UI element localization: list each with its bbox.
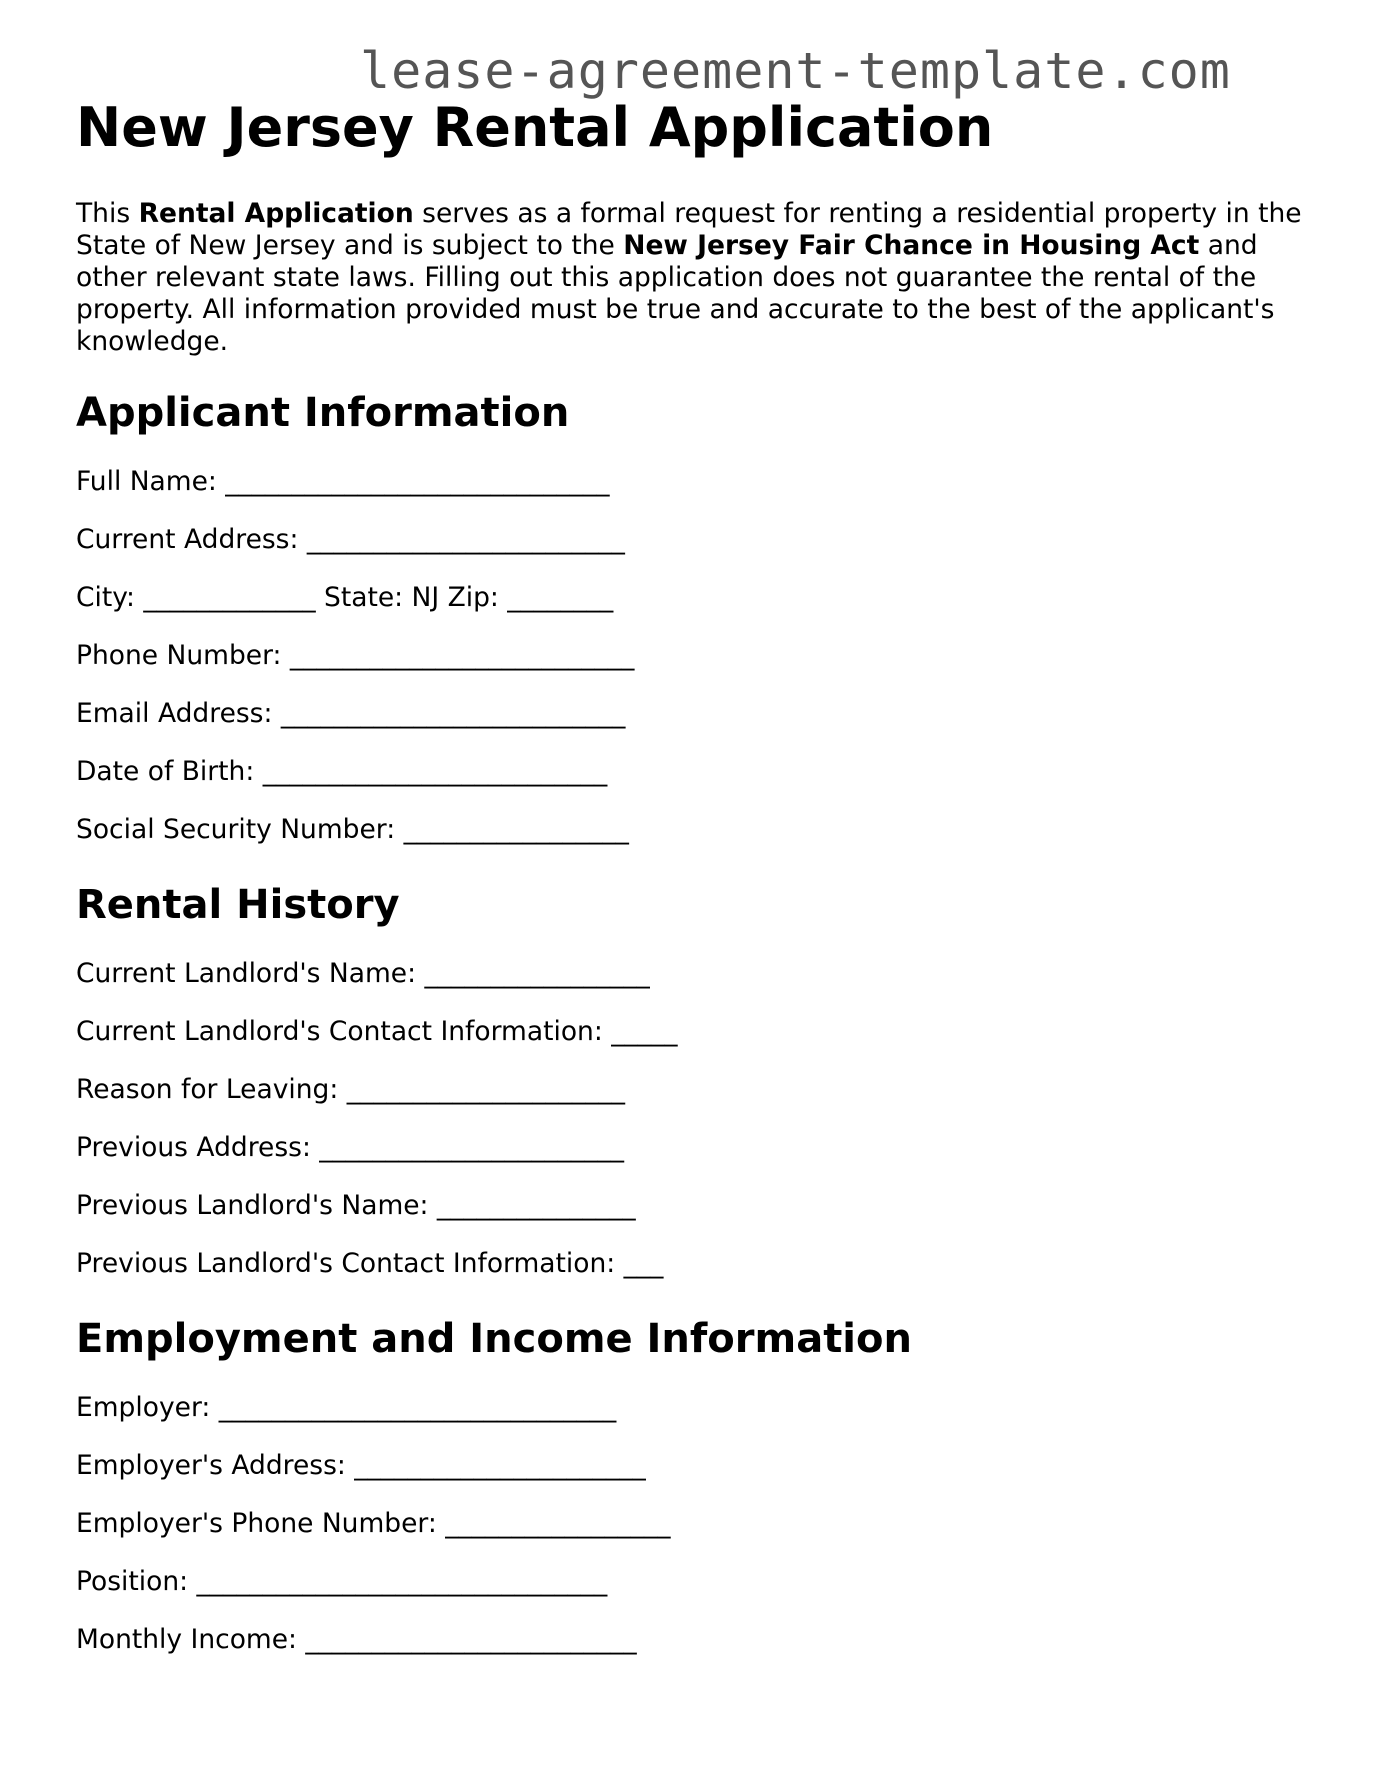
field-previous-landlord-contact: Previous Landlord's Contact Information: ___ <box>76 1248 664 1279</box>
field-previous-landlord-name: Previous Landlord's Name: _______________ <box>76 1190 636 1221</box>
field-city-state-zip: City: _____________ State: NJ Zip: ________ <box>76 582 614 613</box>
field-current-landlord-contact: Current Landlord's Contact Information: _____ <box>76 1016 678 1047</box>
section-heading-rental-history: Rental History <box>76 882 400 928</box>
field-current-address: Current Address: ________________________ <box>76 524 625 555</box>
intro-bold-rental-application: Rental Application <box>138 198 414 229</box>
section-heading-employment: Employment and Income Information <box>76 1316 912 1362</box>
section-heading-applicant: Applicant Information <box>76 390 570 436</box>
field-email-address: Email Address: __________________________ <box>76 698 626 729</box>
field-employer-phone: Employer's Phone Number: _________________ <box>76 1508 671 1539</box>
field-full-name: Full Name: _____________________________ <box>76 466 610 497</box>
intro-bold-fair-chance-act: New Jersey Fair Chance in Housing Act <box>623 230 1200 261</box>
watermark-site-name: lease-agreement-template.com <box>360 42 1231 100</box>
field-monthly-income: Monthly Income: _________________________ <box>76 1624 637 1655</box>
field-ssn: Social Security Number: _________________ <box>76 814 629 845</box>
field-previous-address: Previous Address: _______________________ <box>76 1132 625 1163</box>
intro-paragraph <box>76 198 1316 358</box>
field-current-landlord-name: Current Landlord's Name: _________________ <box>76 958 650 989</box>
page-title: New Jersey Rental Application <box>76 96 994 159</box>
field-date-of-birth: Date of Birth: __________________________ <box>76 756 608 787</box>
field-reason-for-leaving: Reason for Leaving: _____________________ <box>76 1074 625 1105</box>
field-employer-address: Employer's Address: ______________________ <box>76 1450 646 1481</box>
field-position: Position: _______________________________ <box>76 1566 608 1597</box>
field-phone-number: Phone Number: __________________________ <box>76 640 635 671</box>
intro-text-3: and other relevant state laws. Filling out this application does not guarantee the rental of the property. All information provided must be true and accurate to the best of the applicant's knowledge. <box>76 230 1275 357</box>
field-employer: Employer: ______________________________ <box>76 1392 617 1423</box>
intro-text-2: serves as a formal request for renting a residential property in the State of New Jersey and is subject to the <box>76 198 1302 261</box>
intro-text-1: This <box>76 198 139 229</box>
